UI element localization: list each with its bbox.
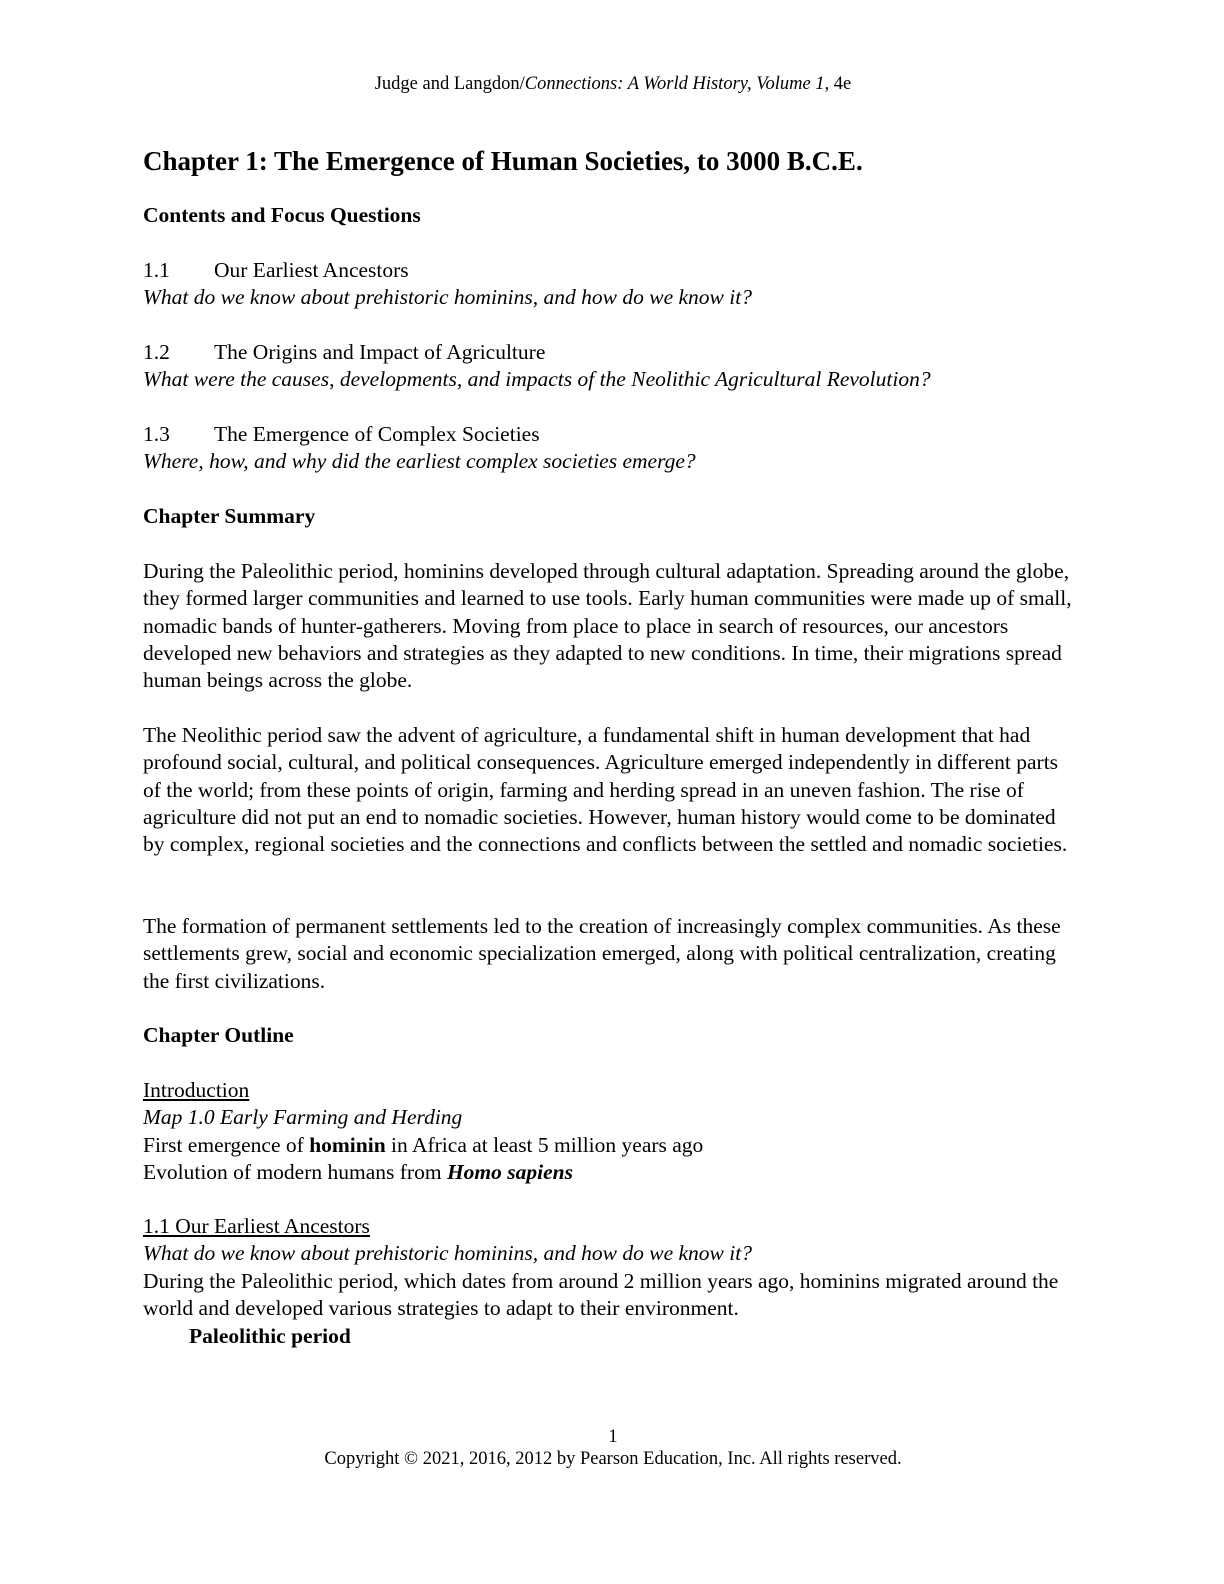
outline-intro-line-1 bbox=[143, 1132, 1083, 1159]
summary-heading: Chapter Summary bbox=[143, 504, 316, 528]
contents-item-title: Our Earliest Ancestors bbox=[214, 258, 409, 282]
contents-heading: Contents and Focus Questions bbox=[143, 203, 421, 227]
copyright-notice: Copyright © 2021, 2016, 2012 by Pearson Education, Inc. All rights reserved. bbox=[324, 1449, 902, 1469]
header-book-title: Connections: A World History, Volume 1, bbox=[524, 74, 830, 94]
summary-paragraph-1: During the Paleolithic period, hominins developed through cultural adaptation. Spreading around the globe, they formed larger communities and learned to use tools. Early human communities were made up of small, nomadic bands of hunter-gatherers. Moving from place to place in search of resources, our ancestors developed new behaviors and strategies as they adapted to new conditions. In time, their migrations spread human beings across the globe. bbox=[143, 559, 1072, 693]
header-authors: Judge and Langdon/ bbox=[374, 74, 525, 94]
outline-introduction bbox=[143, 1077, 1083, 1186]
outline-intro-line-2 bbox=[143, 1159, 1083, 1186]
contents-item-question: What were the causes, developments, and impacts of the Neolithic Agricultural Revolution? bbox=[143, 367, 931, 392]
outline-map-reference: Map 1.0 Early Farming and Herding bbox=[143, 1105, 463, 1130]
contents-item-title: The Origins and Impact of Agriculture bbox=[214, 340, 546, 364]
outline-section-question: What do we know about prehistoric hominins, and how do we know it? bbox=[143, 1241, 752, 1266]
summary-paragraph-2: The Neolithic period saw the advent of agriculture, a fundamental shift in human development that had profound social, cultural, and political consequences. Agriculture emerged independently in different parts of the world; from these points of origin, farming and herding spread in an uneven fashion. The rise of agriculture did not put an end to nomadic societies. However, human history would come to be dominated by complex, regional societies and the connections and conflicts between the settled and nomadic societies. bbox=[143, 723, 1068, 857]
chapter-title: Chapter 1: The Emergence of Human Societies, to 3000 B.C.E. bbox=[143, 146, 863, 176]
outline-heading: Chapter Outline bbox=[143, 1023, 294, 1047]
outline-section-1-1 bbox=[143, 1213, 1083, 1322]
contents-item-number: 1.2 bbox=[143, 340, 170, 364]
outline-section-text: During the Paleolithic period, which dates from around 2 million years ago, hominins migrated around the world and developed various strategies to adapt to their environment. bbox=[143, 1268, 1059, 1320]
term-hominin: hominin bbox=[309, 1132, 386, 1157]
outline-introduction-title: Introduction bbox=[143, 1078, 250, 1102]
running-header bbox=[143, 72, 1083, 96]
term-homo-sapiens: Homo sapiens bbox=[446, 1159, 573, 1184]
contents-item-number: 1.1 bbox=[143, 258, 170, 282]
outline-section-title: 1.1 Our Earliest Ancestors bbox=[143, 1214, 370, 1238]
contents-item-number: 1.3 bbox=[143, 422, 170, 446]
outline-subheading-paleolithic: Paleolithic period bbox=[189, 1324, 351, 1348]
contents-item-question: What do we know about prehistoric hominins, and how do we know it? bbox=[143, 285, 752, 310]
contents-item-1-3 bbox=[143, 421, 1083, 476]
contents-item-title: The Emergence of Complex Societies bbox=[214, 422, 540, 446]
page-number: 1 bbox=[608, 1427, 618, 1447]
outline-intro-line-1-start: First emergence of bbox=[143, 1132, 310, 1157]
summary-paragraph-3: The formation of permanent settlements led to the creation of increasingly complex communities. As these settlements grew, social and economic specialization emerged, along with political centralization, creating the first civilizations. bbox=[143, 914, 1061, 993]
header-edition: 4e bbox=[829, 74, 852, 94]
outline-intro-line-2-start: Evolution of modern humans from bbox=[143, 1159, 447, 1184]
outline-intro-line-1-end: in Africa at least 5 million years ago bbox=[385, 1132, 704, 1157]
contents-item-1-2 bbox=[143, 339, 1083, 394]
contents-item-1-1 bbox=[143, 257, 1083, 312]
contents-item-question: Where, how, and why did the earliest complex societies emerge? bbox=[143, 449, 696, 474]
